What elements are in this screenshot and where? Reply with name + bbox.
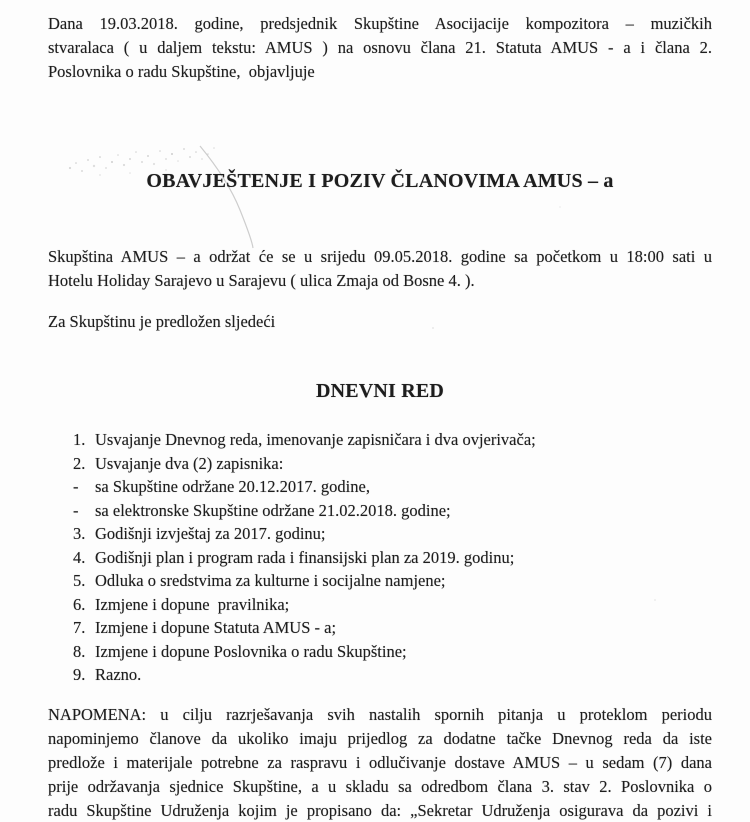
text-line: Hotelu Holiday Sarajevo u Sarajevu ( ulica Zmaja od Bosne 4. ). [48, 271, 475, 290]
item-marker: 5. [73, 571, 86, 590]
text-line: Skupština AMUS – a održat će se u srijedu 09.05.2018. godine sa početkom u 18:00 sati u [48, 247, 712, 266]
item-marker: - [73, 500, 79, 520]
agenda-item [48, 522, 712, 546]
text-line: stvaralaca ( u daljem tekstu: AMUS ) na osnovu člana 21. Statuta AMUS - a i člana 2. [48, 38, 712, 57]
item-marker: 2. [73, 453, 86, 473]
agenda-item [48, 569, 712, 593]
item-text: Godišnji plan i program rada i finansijski plan za 2019. godinu; [95, 547, 515, 567]
note-paragraph [48, 703, 712, 822]
item-text: sa Skupštine održane 20.12.2017. godine, [95, 477, 370, 496]
item-marker: 7. [73, 618, 86, 637]
text-line: Za Skupštinu je predložen sljedeći [48, 312, 276, 331]
item-marker: 1. [73, 430, 86, 449]
item-marker: 4. [73, 547, 86, 567]
text-line: predlože i materijale potrebne za raspravu i odlučivanje dostave AMUS – u sedam (7) dana [48, 753, 712, 772]
item-text: Usvajanje dva (2) zapisnika: [95, 453, 284, 473]
text-line: Dana 19.03.2018. godine, predsjednik Skupštine Asocijacije kompozitora – muzičkih [48, 14, 712, 33]
item-text: Izmjene i dopune Poslovnika o radu Skupštine; [95, 641, 407, 661]
item-text: Izmjene i dopune pravilnika; [95, 594, 290, 614]
intro-paragraph [48, 12, 712, 84]
agenda-item [48, 640, 712, 664]
agenda-title: DNEVNI RED [315, 380, 445, 402]
agenda-item [48, 616, 712, 640]
item-marker: 8. [73, 641, 86, 661]
agenda-item [48, 499, 712, 523]
text-line: prije održavanja sjednice Skupštine, a u skladu sa odredbom člana 3. stav 2. Poslovnika o [48, 777, 712, 796]
agenda-item [48, 546, 712, 570]
agenda-item [48, 593, 712, 617]
item-text: Godišnji izvještaj za 2017. godinu; [95, 524, 326, 543]
agenda-item [48, 663, 712, 687]
text-line: napominjemo članove da ukoliko imaju prijedlog za dodatne tačke Dnevnog reda da iste [48, 729, 712, 748]
text-line: radu Skupštine Udruženja kojim je propisano da: „Sekretar Udruženja osigurava da pozivi i [48, 801, 712, 820]
agenda-item [48, 452, 712, 476]
item-text: Odluka o sredstvima za kulturne i socijalne namjene; [95, 571, 446, 590]
text-line: Poslovnika o radu Skupštine, objavljuje [48, 62, 315, 81]
smudge-arc [200, 146, 253, 248]
item-text: Usvajanje Dnevnog reda, imenovanje zapisničara i dva ovjerivača; [95, 430, 536, 449]
item-marker: - [73, 477, 79, 496]
item-text: Izmjene i dopune Statuta AMUS - a; [95, 618, 337, 637]
agenda-item [48, 475, 712, 499]
agenda-list [48, 428, 712, 687]
item-text: sa elektronske Skupštine održane 21.02.2018. godine; [95, 500, 451, 520]
document-title: OBAVJEŠTENJE I POZIV ČLANOVIMA AMUS – a [146, 170, 614, 192]
text-line: NAPOMENA: u cilju razrješavanja svih nastalih spornih pitanja u proteklom periodu [48, 705, 712, 724]
item-marker: 9. [73, 665, 86, 684]
agenda-item [48, 428, 712, 452]
item-marker: 3. [73, 524, 86, 543]
session-paragraph [48, 245, 712, 293]
item-text: Razno. [95, 665, 142, 684]
item-marker: 6. [73, 594, 86, 614]
agenda-intro [48, 310, 712, 334]
